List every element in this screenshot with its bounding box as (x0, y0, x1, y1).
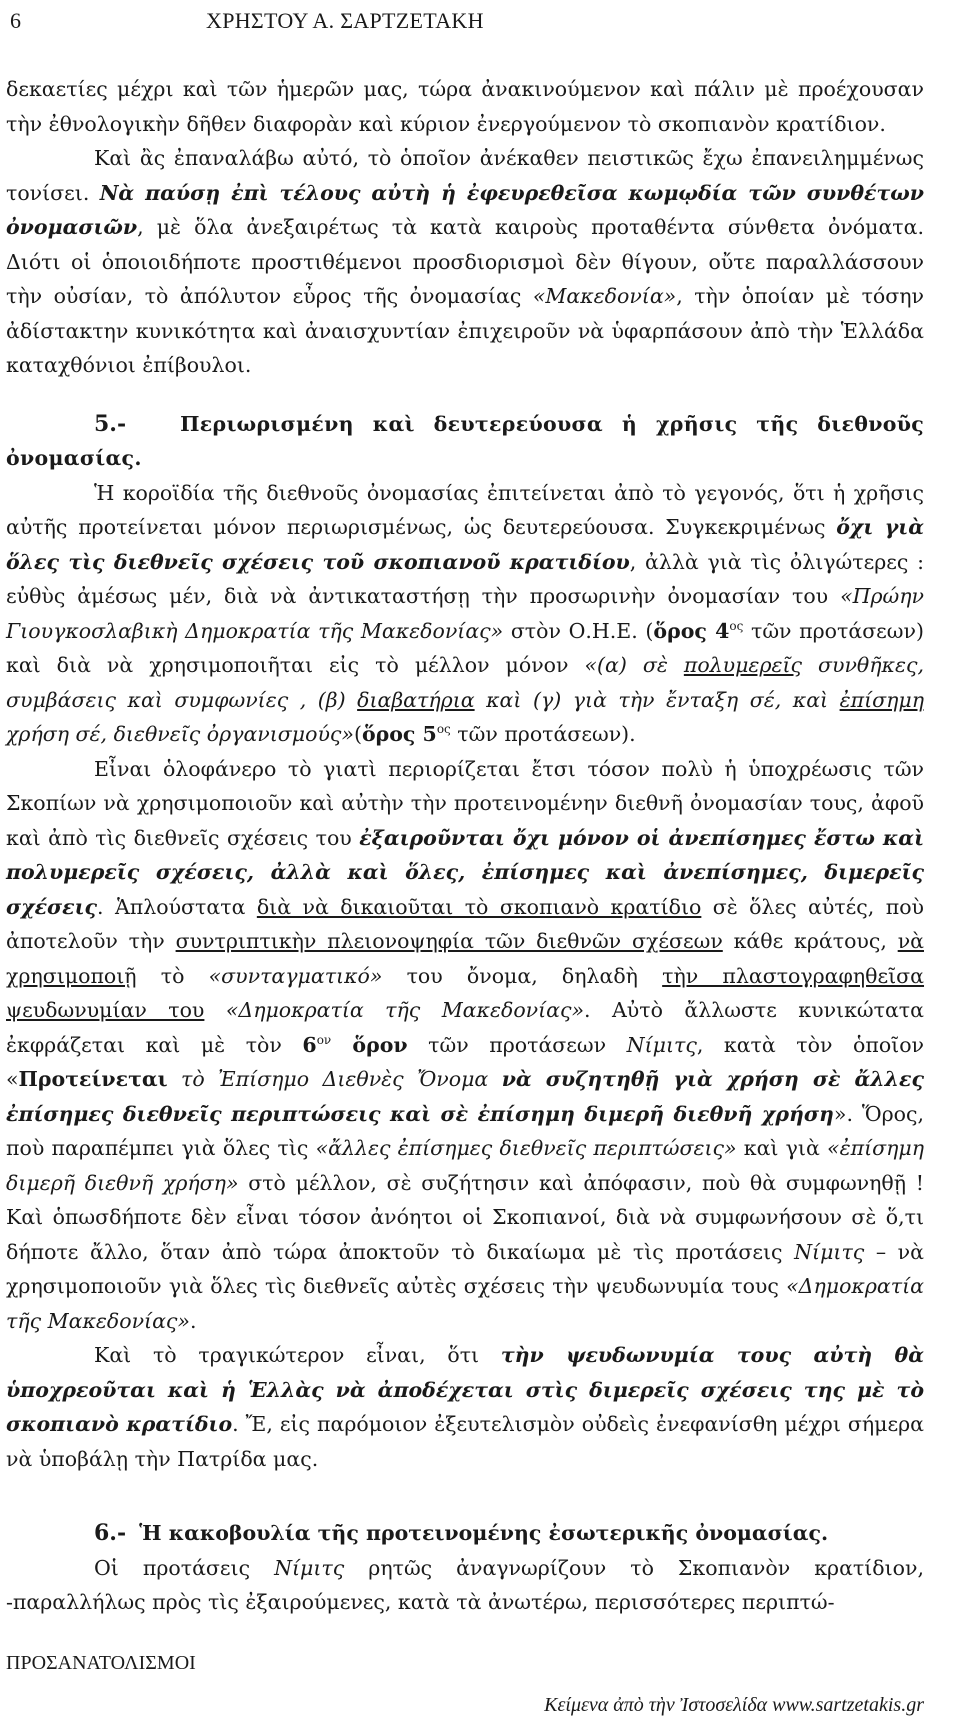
section-number: 6.- (94, 1520, 127, 1546)
section-6-heading (6, 1516, 924, 1551)
bold-phrase: ὅρος 5 (361, 722, 437, 746)
text-run: ( (353, 722, 362, 746)
text-run: . Ἁπλούστατα (97, 894, 257, 919)
underlined-italic: διαβατήρια (357, 687, 475, 712)
text-run: , τὴν ὁποίαν μὲ τόσην ἀδίστακτην κυνικότητα καὶ ἀναισχυντίαν ἐπιχειροῦν νὰ ὑφαρπάσουν ἀπὸ τὴν Ἑλλάδα καταχθόνιοι ἐπίβουλοι. (6, 284, 924, 377)
paragraph-3 (6, 476, 924, 752)
paragraph-4 (6, 752, 924, 1339)
underlined-phrase: διὰ νὰ δικαιοῦται τὸ σκοπιανὸ κρατίδιο (256, 894, 702, 919)
bold-italic-phrase: τὴν ψευδωνυμία τους αὐτὴ θὰ ὑποχρεοῦται καὶ ἡ Ἑλλὰς νὰ ἀποδέχεται στὶς διμερεῖς σχέσεις της μὲ τὸ σκοπιανὸ κρατίδιο (6, 1343, 924, 1436)
italic-phrase: Νίμιτς (794, 1239, 865, 1264)
bold-phrase: ὅρος 4 (653, 618, 730, 643)
text-run: Οἱ προτάσεις (94, 1555, 275, 1580)
text-run: , ἀλλὰ γιὰ τὶς ὀλιγώτερες : εὐθὺς ἀμέσως μέν, διὰ νὰ ἀντικαταστήσῃ τὴν προσωρινὴν ὀνομασίαν του (6, 549, 924, 608)
section-title: Περιωρισμένη καὶ δευτερεύουσα ἡ χρῆσις τῆς διεθνοῦς ὀνομασίας. (6, 411, 924, 470)
bold-italic-phrase: ὄχι γιὰ ὅλες τὶς διεθνεῖς σχέσεις τοῦ σκοπιανοῦ κρατιδίου (6, 515, 924, 574)
italic-phrase: «Μακεδονία» (532, 284, 677, 308)
underlined-phrase: τὴν πλαστογραφηθεῖσα ψευδωνυμίαν του (6, 963, 925, 1022)
underlined-phrase: συντριπτικὴν πλειονοψηφία τῶν διεθνῶν σχέσεων (175, 929, 723, 953)
text-run: τῶν προτάσεων) καὶ διὰ νὰ χρησιμοποιῆται εἰς τὸ μέλλον μόνον (6, 618, 924, 677)
italic-phrase: χρήση σέ, διεθνεῖς ὀργανισμούς» (6, 722, 354, 746)
text-run: στὸν Ο.Η.Ε. ( (503, 618, 654, 643)
text-run: τῶν προτάσεων (407, 1032, 627, 1057)
running-head: ΧΡΗΣΤΟΥ Α. ΣΑΡΤΖΕΤΑΚΗ (206, 8, 484, 33)
footer-source: Κείμενα ἀπὸ τὴν Ἰστοσελίδα www.sartzetakis.gr (544, 1694, 924, 1716)
page-number: 6 (10, 8, 21, 33)
superscript: ος (436, 722, 451, 737)
bold-phrase: 6 (302, 1032, 317, 1057)
text-run: . Αὐτὸ ἄλλωστε κυνικώτατα ἐκφράζεται καὶ μὲ τὸν (6, 998, 924, 1057)
text-run: , κατὰ τὸν ὁποῖον « (6, 1032, 925, 1091)
page-header (6, 0, 924, 36)
text-run: ». Ὅρος, ποὺ παραπέμπει γιὰ ὅλες τὶς (6, 1101, 924, 1160)
text-run: σὲ ὅλες αὐτές, ποὺ ἀποτελοῦν τὴν (6, 894, 924, 953)
bold-italic-phrase: Νὰ παύσῃ ἐπὶ τέλους αὐτὴ ἡ ἐφευρεθεῖσα κωμῳδία τῶν συνθέτων ὀνομασιῶν (6, 180, 924, 239)
text-run: Καὶ τὸ τραγικώτερον εἶναι, ὅτι (94, 1343, 501, 1367)
italic-phrase: Νίμιτς (626, 1032, 697, 1057)
text-run: καὶ γιὰ (736, 1136, 828, 1160)
superscript: ος (729, 618, 744, 633)
text-run: στὸ μέλλον, σὲ συζήτησιν καὶ ἀπόφασιν, ποὺ θὰ συμφωνηθῇ ! Καὶ ὁπωσδήποτε δὲν εἶναι τόσον ἀνόητοι οἱ Σκοπιανοί, διὰ νὰ συμφωνήσουν σὲ ὅ,τι δήποτε ἄλλο, ὅταν ἀπὸ τώρα ἀποκτοῦν τὸ δικαίωμα μὲ τὶς προτάσεις (6, 1170, 924, 1264)
underlined-italic: ἐπίσημη (839, 687, 924, 712)
section-5-heading (6, 407, 924, 476)
text-run: τῶν προτάσεων). (450, 722, 636, 746)
italic-phrase: συνθῆκες, συμβάσεις καὶ συμφωνίες , (β) (6, 653, 924, 712)
italic-phrase: Νίμιτς (274, 1555, 345, 1580)
text-run: Ἡ κοροϊδία τῆς διεθνοῦς ὀνομασίας ἐπιτείνεται ἀπὸ τὸ γεγονός, ὅτι ἡ χρῆσις αὐτῆς προτείνεται μόνον περιωρισμένως, ὡς δευτερεύουσα. Συγκεκριμένως (6, 480, 924, 539)
bold-italic-phrase: ἐξαιροῦνται ὄχι μόνον οἱ ἀνεπίσημες ἔστω καὶ πολυμερεῖς σχέσεις, ἀλλὰ καὶ ὅλες, ἐπίσημες καὶ ἀνεπίσημες, διμερεῖς σχέσεις (6, 825, 924, 919)
paragraph-1 (6, 72, 924, 141)
section-number: 5.- (94, 410, 127, 437)
superscript: ον (316, 1032, 332, 1047)
document-body (6, 72, 924, 1620)
text-run: κάθε κράτους, (722, 929, 898, 953)
italic-phrase: «συνταγματικό» (208, 963, 383, 988)
italic-phrase: «Δημοκρατία τῆς Μακεδονίας» (6, 1274, 924, 1333)
text-run: . Ἔ, εἰς παρόμοιον ἐξευτελισμὸν οὐδεὶς ἐνεφανίσθη μέχρι σήμερα νὰ ὑποβάλῃ τὴν Πατρίδα μας. (6, 1412, 925, 1471)
italic-phrase: «ἄλλες ἐπίσημες διεθνεῖς περιπτώσεις» (315, 1136, 737, 1160)
bold-phrase: ὅρον (331, 1032, 408, 1057)
text-run: ρητῶς ἀναγνωρίζουν τὸ Σκοπιανὸν κρατίδιον, -παραλλήλως πρὸς τὶς ἐξαιρούμενες, κατὰ τὰ ἀνωτέρω, περισσότερες περιπτώ- (6, 1555, 925, 1614)
italic-phrase: καὶ (γ) γιὰ τὴν ἔνταξη σέ, καὶ (474, 687, 840, 712)
text-run: Καὶ ἂς ἐπαναλάβω αὐτό, τὸ ὁποῖον ἀνέκαθεν πειστικῶς ἔχω ἐπανειλημμένως τονίσει. (6, 146, 924, 205)
text-run: του ὄνομα, δηλαδὴ (382, 963, 663, 988)
italic-phrase: «(α) σὲ (584, 653, 684, 677)
section-title: Ἡ κακοβουλία τῆς προτεινομένης ἐσωτερικῆς ὀνομασίας. (139, 1521, 829, 1545)
italic-phrase: «Δημοκρατία τῆς Μακεδονίας» (225, 998, 585, 1022)
paragraph-2 (6, 141, 924, 383)
text-run (204, 998, 225, 1022)
underlined-phrase: νὰ χρησιμοποιῇ (6, 929, 924, 988)
text-run: – νὰ χρησιμοποιοῦν γιὰ ὅλες τὶς διεθνεῖς αὐτὲς σχέσεις τὴν ψευδωνυμία τους (6, 1239, 924, 1298)
paragraph-5 (6, 1338, 924, 1476)
text-run: Εἶναι ὁλοφάνερο τὸ γιατὶ περιορίζεται ἔτσι τόσον πολὺ ἡ ὑποχρέωσις τῶν Σκοπίων νὰ χρησιμοποιοῦν καὶ αὐτὴν τὴν προτεινομένην διεθνῆ ὀνομασίαν τους, ἀφοῦ καὶ ἀπὸ τὶς διεθνεῖς σχέσεις του (6, 756, 924, 850)
footer-journal-title: ΠΡΟΣΑΝΑΤΟΛΙΣΜΟΙ (6, 1652, 196, 1674)
text-run: δεκαετίες μέχρι καὶ τῶν ἡμερῶν μας, τώρα ἀνακινούμενον καὶ πάλιν μὲ προέχουσαν τὴν ἐθνολογικὴν δῆθεν διαφορὰν καὶ κύριον ἐνεργούμενον τὸ σκοπιανὸν κρατίδιον. (6, 77, 924, 136)
text-run: . (189, 1308, 197, 1333)
text-run: τὸ (136, 963, 209, 988)
paragraph-6 (6, 1551, 924, 1620)
italic-phrase: «ἐπίσημη διμερῆ διεθνῆ χρήση» (6, 1136, 924, 1195)
underlined-italic: πολυμερεῖς (683, 653, 803, 677)
italic-phrase: «Πρώην Γιουγκοσλαβικὴ Δημοκρατία τῆς Μακεδονίας» (6, 584, 924, 643)
text-run: , μὲ ὅλα ἀνεξαιρέτως τὰ κατὰ καιροὺς προταθέντα σύνθετα ὀνόματα. Διότι οἱ ὁποιοιδήποτε προστιθέμενοι προσδιορισμοὶ δὲν θίγουν, οὔτε παραλλάσσουν τὴν οὐσίαν, τὸ ἀπόλυτον εὖρος τῆς ὀνομασίας (6, 215, 924, 308)
italic-phrase: τὸ Ἐπίσημο Διεθνὲς Ὄνομα (167, 1067, 502, 1091)
bold-italic-phrase: νὰ συζητηθῇ γιὰ χρήση σὲ ἄλλες ἐπίσημες διεθνεῖς περιπτώσεις καὶ σὲ ἐπίσημη διμερῆ διεθνῆ χρήση (6, 1067, 924, 1126)
bold-phrase: Προτείνεται (18, 1067, 168, 1091)
